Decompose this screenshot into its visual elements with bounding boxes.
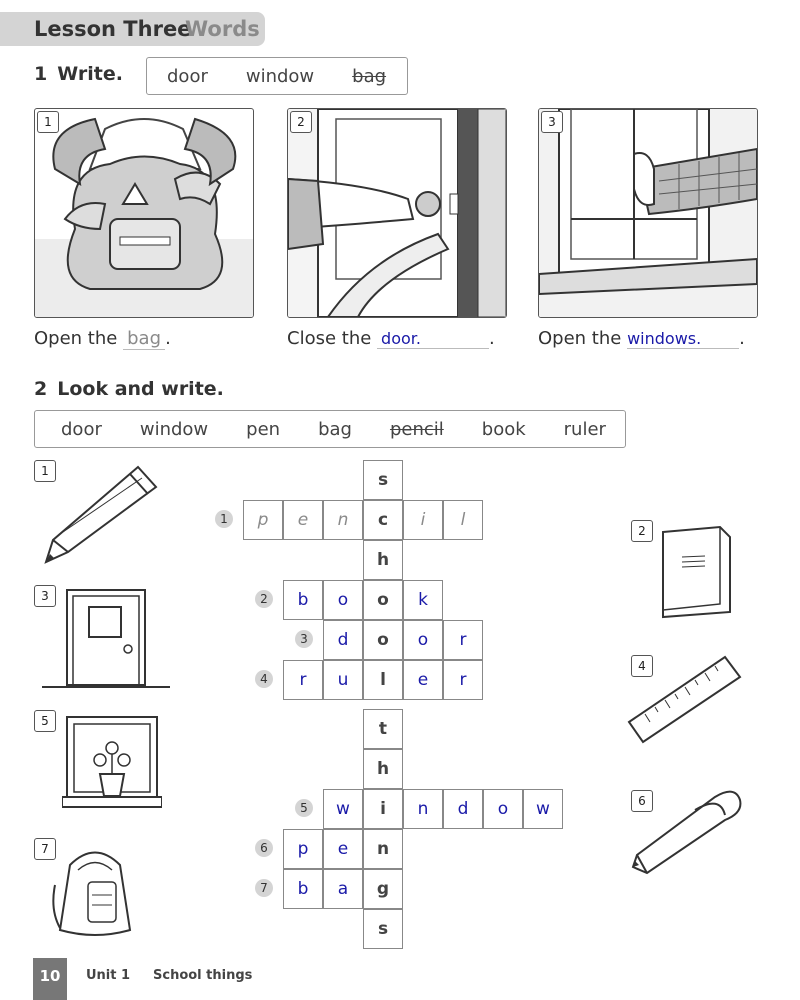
picture-3 — [538, 108, 758, 318]
sentence-2-answer[interactable]: door. — [377, 329, 489, 349]
ruler-icon — [625, 652, 745, 747]
crossword-cell[interactable]: n — [403, 789, 443, 829]
crossword-cell: p — [243, 500, 283, 540]
word-window: window — [245, 65, 315, 87]
word-pencil: pencil — [389, 418, 444, 440]
exercise2-word-box — [34, 410, 626, 448]
crossword-cell[interactable]: a — [323, 869, 363, 909]
clue-number-3: 3 — [295, 630, 313, 648]
crossword-cell[interactable]: u — [323, 660, 363, 700]
ex2-picture-4-number: 4 — [631, 655, 653, 677]
word-ruler: ruler — [563, 418, 606, 440]
picture-3-number: 3 — [541, 111, 563, 133]
exercise2-title-text: Look and write. — [57, 378, 224, 400]
clue-number-5: 5 — [295, 799, 313, 817]
word-bag: bag — [318, 418, 352, 440]
crossword-cell: s — [363, 909, 403, 949]
crossword-cell: t — [363, 709, 403, 749]
crossword-cell[interactable]: b — [283, 580, 323, 620]
backpack-picture — [35, 109, 253, 317]
crossword-cell[interactable]: r — [443, 620, 483, 660]
sentence-1 — [34, 328, 171, 350]
ex2-picture-6-number: 6 — [631, 790, 653, 812]
lesson-header — [0, 12, 265, 46]
clue-number-2: 2 — [255, 590, 273, 608]
door-icon — [42, 585, 170, 690]
crossword-cell: h — [363, 540, 403, 580]
pen-icon — [625, 785, 745, 875]
exercise2-title — [34, 378, 224, 400]
crossword-cell[interactable]: w — [323, 789, 363, 829]
crossword-cell[interactable]: o — [483, 789, 523, 829]
window-icon — [62, 712, 162, 812]
sentence-2 — [287, 328, 495, 349]
crossword-cell[interactable]: d — [443, 789, 483, 829]
ex2-picture-5-number: 5 — [34, 710, 56, 732]
crossword-cell: l — [363, 660, 403, 700]
sentence-3-answer[interactable]: windows. — [627, 329, 739, 349]
crossword-cell: s — [363, 460, 403, 500]
lesson-title: Lesson Three — [34, 17, 192, 41]
exercise1-title — [34, 63, 123, 85]
sentence-3-prefix: Open the — [538, 328, 622, 349]
crossword-cell[interactable]: p — [283, 829, 323, 869]
footer-topic: School things — [153, 968, 253, 983]
ex2-picture-2-number: 2 — [631, 520, 653, 542]
crossword-cell[interactable]: k — [403, 580, 443, 620]
crossword-cell: c — [363, 500, 403, 540]
book-icon — [660, 522, 735, 622]
clue-number-6: 6 — [255, 839, 273, 857]
exercise1-title-text: Write. — [57, 63, 123, 85]
crossword-cell: e — [283, 500, 323, 540]
picture-1 — [34, 108, 254, 318]
lesson-subtitle: Words — [185, 17, 260, 41]
crossword-cell: l — [443, 500, 483, 540]
picture-2 — [287, 108, 507, 318]
exercise1-number: 1 — [34, 63, 48, 85]
pencil-icon — [38, 462, 158, 567]
ex2-picture-1-number: 1 — [34, 460, 56, 482]
word-pen: pen — [246, 418, 281, 440]
footer-unit: Unit 1 — [86, 968, 131, 983]
crossword-cell: o — [363, 580, 403, 620]
word-bag: bag — [352, 65, 387, 87]
crossword-cell: h — [363, 749, 403, 789]
clue-number-7: 7 — [255, 879, 273, 897]
picture-1-number: 1 — [37, 111, 59, 133]
sentence-1-answer[interactable]: bag — [123, 328, 165, 350]
crossword-cell[interactable]: e — [323, 829, 363, 869]
door-handle-picture — [288, 109, 506, 317]
crossword-cell[interactable]: r — [443, 660, 483, 700]
sentence-2-suffix: . — [489, 328, 495, 349]
page-number: 10 — [33, 958, 67, 1000]
crossword-cell: g — [363, 869, 403, 909]
ex2-picture-7-number: 7 — [34, 838, 56, 860]
crossword-cell: i — [363, 789, 403, 829]
crossword-cell[interactable]: e — [403, 660, 443, 700]
crossword-cell[interactable]: w — [523, 789, 563, 829]
clue-number-4: 4 — [255, 670, 273, 688]
ex2-picture-3-number: 3 — [34, 585, 56, 607]
sentence-3-suffix: . — [739, 328, 745, 349]
word-book: book — [481, 418, 526, 440]
crossword-cell[interactable]: b — [283, 869, 323, 909]
crossword-cell[interactable]: d — [323, 620, 363, 660]
crossword-cell: n — [363, 829, 403, 869]
exercise1-word-box — [146, 57, 408, 95]
crossword-cell: o — [363, 620, 403, 660]
crossword-cell[interactable]: o — [403, 620, 443, 660]
clue-number-1: 1 — [215, 510, 233, 528]
sentence-2-prefix: Close the — [287, 328, 372, 349]
word-door: door — [61, 418, 102, 440]
sentence-1-prefix: Open the — [34, 328, 118, 349]
crossword-cell[interactable]: r — [283, 660, 323, 700]
sentence-1-suffix: . — [165, 328, 171, 349]
crossword-cell: n — [323, 500, 363, 540]
crossword-cell[interactable]: o — [323, 580, 363, 620]
exercise2-number: 2 — [34, 378, 48, 400]
crossword-cell: i — [403, 500, 443, 540]
word-window: window — [139, 418, 209, 440]
sentence-3 — [538, 328, 745, 349]
bag-icon — [50, 840, 140, 940]
word-door: door — [167, 65, 208, 87]
window-picture — [539, 109, 757, 317]
picture-2-number: 2 — [290, 111, 312, 133]
